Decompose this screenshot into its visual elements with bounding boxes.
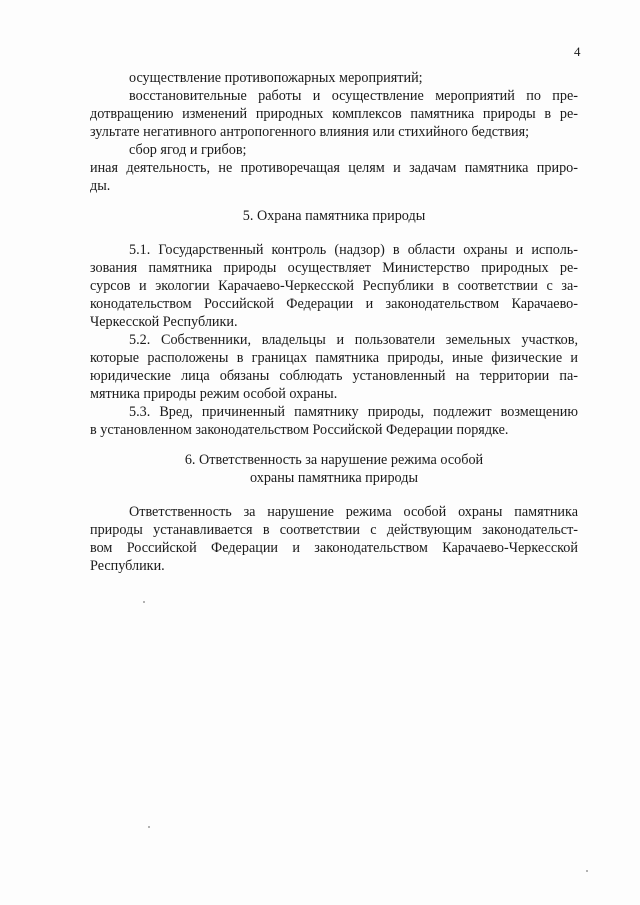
page-number: 4 [574, 44, 581, 59]
section-6-heading-line-1: 6. Ответственность за нарушение режима особой [184, 452, 484, 468]
paragraph-5-1-line-3: сурсов и экологии Карачаево-Черкесской Республики в соответствии с за- [90, 278, 578, 294]
paragraph-5-2-line-2: которые расположены в границах памятника природы, иные физические и [90, 350, 578, 366]
list-item-other-activity-line-2: ды. [90, 178, 111, 194]
paragraph-5-1-line-2: зования памятника природы осуществляет Министерство природных ре- [90, 260, 578, 276]
paragraph-5-2-line-3: юридические лица обязаны соблюдать установленный на территории па- [90, 368, 578, 384]
paragraph-5-2-line-4: мятника природы режим особой охраны. [90, 386, 338, 402]
section-6-heading-line-2: охраны памятника природы [249, 470, 418, 486]
paragraph-6-line-1: Ответственность за нарушение режима особой охраны памятника [129, 504, 578, 520]
paragraph-5-1-line-1: 5.1. Государственный контроль (надзор) в области охраны и исполь- [129, 242, 578, 258]
scan-speck [586, 870, 588, 872]
paragraph-5-3-line-1: 5.3. Вред, причиненный памятнику природы, подлежит возмещению [129, 404, 578, 420]
section-5-heading: 5. Охрана памятника природы [242, 208, 426, 224]
paragraph-5-1-line-4: конодательством Российской Федерации и законодательством Карачаево- [90, 296, 578, 312]
list-item-berries-mushrooms: сбор ягод и грибов; [129, 142, 247, 158]
scan-speck [143, 601, 145, 603]
paragraph-5-1-line-5: Черкесской Республики. [90, 314, 238, 330]
paragraph-5-2-line-1: 5.2. Собственники, владельцы и пользователи земельных участков, [129, 332, 578, 348]
paragraph-6-line-3: вом Российской Федерации и законодательством Карачаево-Черкесской [90, 540, 578, 556]
list-item-restoration-line-3: зультате негативного антропогенного влияния или стихийного бедствия; [90, 124, 530, 140]
paragraph-5-3-line-2: в установленном законодательством Российской Федерации порядке. [90, 422, 509, 438]
list-item-other-activity-line-1: иная деятельность, не противоречащая целям и задачам памятника приро- [90, 160, 578, 176]
paragraph-6-line-4: Республики. [90, 558, 165, 574]
paragraph-6-line-2: природы устанавливается в соответствии с действующим законодательст- [90, 522, 578, 538]
list-item-restoration-line-2: дотвращению изменений природных комплексов памятника природы в ре- [90, 106, 578, 122]
scan-speck [148, 826, 150, 828]
list-item-restoration-line-1: восстановительные работы и осуществление мероприятий по пре- [129, 88, 578, 104]
list-item-fire-prevention: осуществление противопожарных мероприятий; [129, 70, 423, 86]
